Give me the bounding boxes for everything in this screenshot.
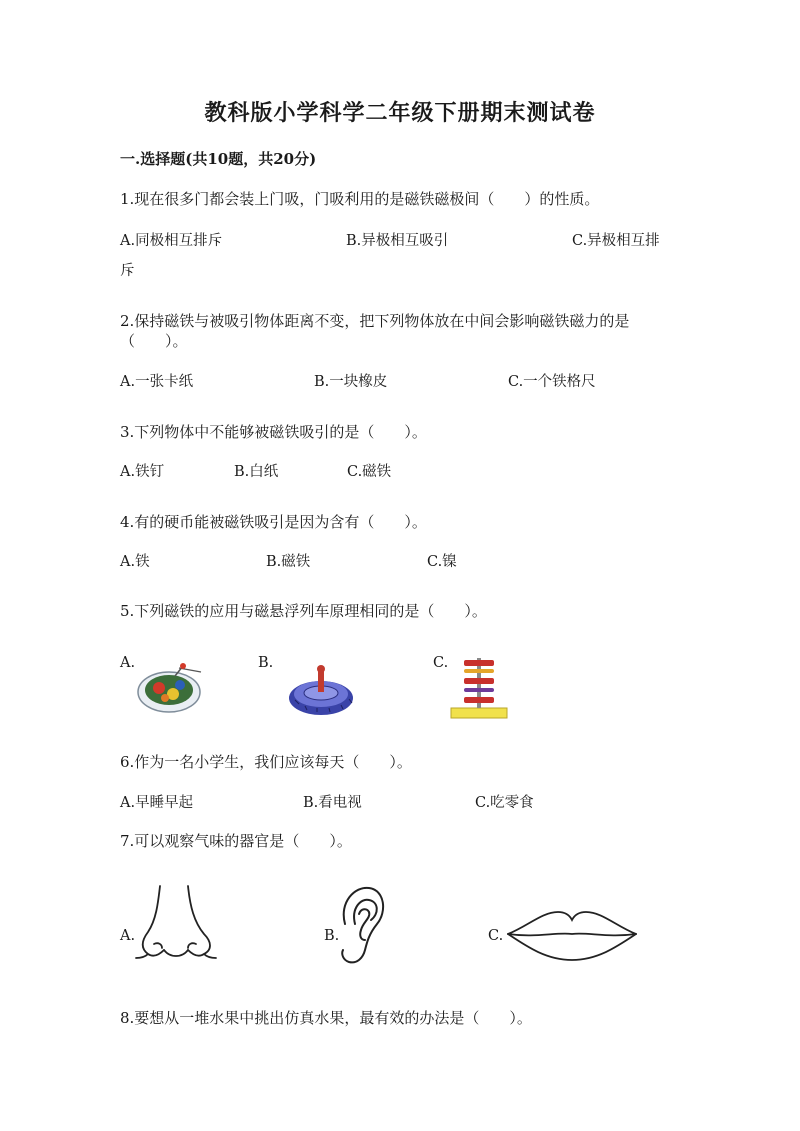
ear-drawing-image: [337, 884, 387, 968]
q4-option-a: A.铁: [120, 554, 150, 570]
q1-option-c-wrap: 斥: [120, 263, 135, 279]
q6-option-a: A.早睡早起: [120, 795, 194, 811]
q1-option-a: A.同极相互排斥: [120, 233, 223, 249]
question-3: 3.下列物体中不能够被磁铁吸引的是（ ）。: [120, 423, 427, 441]
q2-option-a: A.一张卡纸: [120, 374, 194, 390]
section-heading: 一.选择题(共10题，共20分): [120, 150, 317, 168]
question-7: 7.可以观察气味的器官是（ ）。: [120, 832, 352, 850]
question-5: 5.下列磁铁的应用与磁悬浮列车原理相同的是（ ）。: [120, 602, 487, 620]
question-8: 8.要想从一堆水果中挑出仿真水果，最有效的办法是（ ）。: [120, 1009, 532, 1027]
question-1: 1.现在很多门都会装上门吸，门吸利用的是磁铁磁极间（ ）的性质。: [120, 190, 600, 208]
nose-drawing-image: [134, 884, 218, 964]
q4-option-b: B.磁铁: [266, 554, 311, 570]
question-2-line2: （ ）。: [120, 332, 188, 350]
q1-option-b: B.异极相互吸引: [346, 233, 449, 249]
q3-option-c: C.磁铁: [347, 464, 392, 480]
q3-option-a: A.铁钉: [120, 464, 165, 480]
question-2: 2.保持磁铁与被吸引物体距离不变，把下列物体放在中间会影响磁铁磁力的是: [120, 312, 630, 330]
q4-option-c: C.镍: [427, 554, 457, 570]
lips-drawing-image: [506, 906, 638, 964]
q7-option-c-label: C.: [488, 928, 504, 944]
q3-option-b: B.白纸: [234, 464, 279, 480]
q5-option-b-label: B.: [258, 655, 274, 671]
q5-option-c-label: C.: [433, 655, 449, 671]
magnet-spinner-base-image: [287, 660, 355, 718]
q2-option-b: B.一块橡皮: [314, 374, 388, 390]
levitating-ring-magnets-image: [448, 656, 510, 720]
q6-option-c: C.吃零食: [475, 795, 534, 811]
page-title: 教科版小学科学二年级下册期末测试卷: [204, 100, 596, 126]
question-4: 4.有的硬币能被磁铁吸引是因为含有（ ）。: [120, 513, 427, 531]
q1-option-c: C.异极相互排: [572, 233, 660, 249]
magnet-toy-bowl-image: [135, 658, 207, 716]
q5-option-a-label: A.: [120, 655, 136, 671]
question-6: 6.作为一名小学生，我们应该每天（ ）。: [120, 753, 412, 771]
q2-option-c: C.一个铁格尺: [508, 374, 596, 390]
q7-option-b-label: B.: [324, 928, 340, 944]
q7-option-a-label: A.: [120, 928, 136, 944]
q6-option-b: B.看电视: [303, 795, 362, 811]
